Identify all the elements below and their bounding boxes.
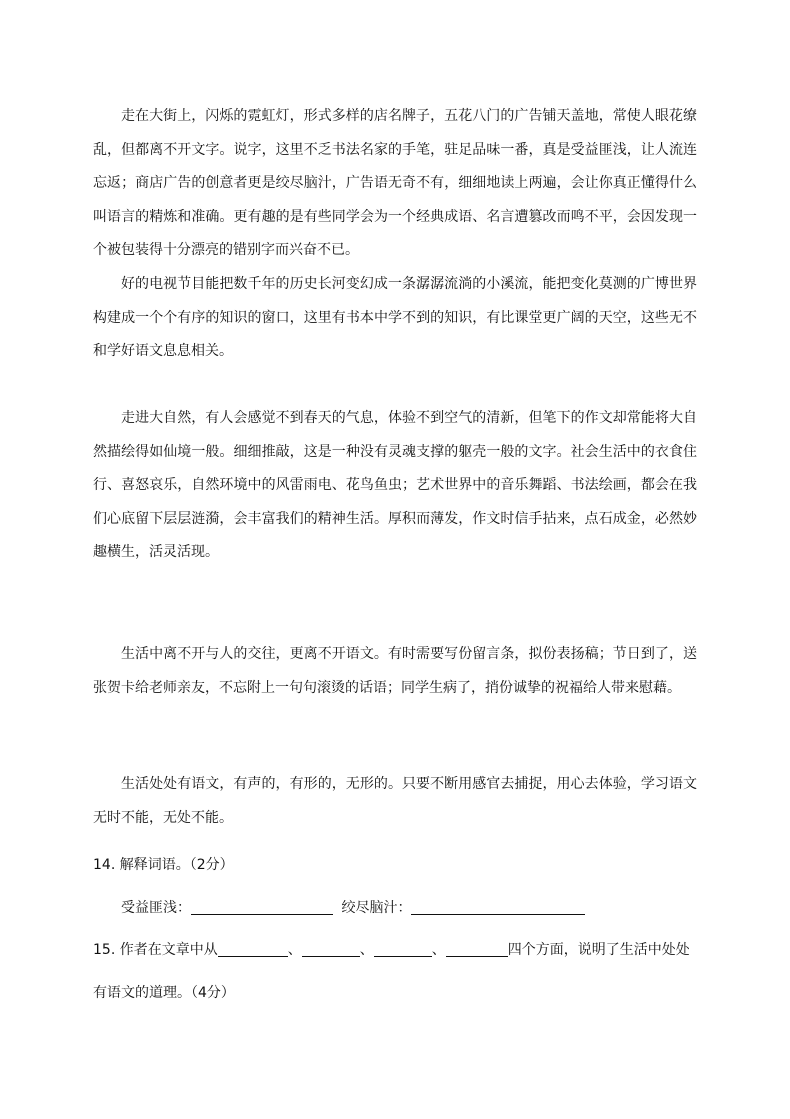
question-15-line-2: 有语文的道理。（4分）	[93, 985, 235, 1001]
question-15-blank-4[interactable]	[446, 940, 508, 957]
question-15-suffix: 四个方面，说明了生活中处处	[507, 942, 690, 958]
paragraph-4: 生活中离不开与人的交往，更离不开语文。有时需要写份留言条，拟份表扬稿；节日到了，送张贺卡给老师亲友，不忘附上一句句滚烫的话语；同学生病了，捎份诚挚的祝福给人带来慰藉。	[93, 646, 697, 696]
term-2-answer-blank[interactable]	[411, 898, 585, 915]
paragraph-2: 好的电视节目能把数千年的历史长河变幻成一条潺潺流淌的小溪流，能把变化莫测的广博世界构建成一个个有序的知识的窗口，这里有书本中学不到的知识，有比课堂更广阔的天空，这些无不和学好语文息息相关。	[93, 276, 697, 360]
separator: 、	[431, 942, 446, 958]
paragraph-1: 走在大街上，闪烁的霓虹灯，形式多样的店名牌子，五花八门的广告铺天盖地，常使人眼花缭乱，但都离不开文字。说字，这里不乏书法名家的手笔，驻足品味一番，真是受益匪浅，让人流连忘返；商店广告的创意者更是绞尽脑汁，广告语无奇不有，细细地读上两遍，会让你真正懂得什么叫语言的精炼和准确。更有趣的是有些同学会为一个经典成语、名言遭篡改而鸣不平，会因发现一个被包装得十分漂亮的错别字而兴奋不已。	[93, 108, 697, 259]
separator: 、	[359, 942, 374, 958]
question-15-prefix: 15. 作者在文章中从	[93, 942, 218, 958]
separator: 、	[287, 942, 302, 958]
question-14-title: 14. 解释词语。（2分）	[93, 857, 234, 873]
question-15-blank-3[interactable]	[374, 940, 432, 957]
question-15-line-1	[93, 938, 690, 962]
paragraph-3: 走进大自然，有人会感觉不到春天的气息，体验不到空气的清新，但笔下的作文却常能将大自然描绘得如仙境一般。细细推敲，这是一种没有灵魂支撑的躯壳一般的文字。社会生活中的衣食住行、喜怒哀乐，自然环境中的风雷雨电、花鸟鱼虫；艺术世界中的音乐舞蹈、书法绘画，都会在我们心底留下层层涟漪，会丰富我们的精神生活。厚积而薄发，作文时信手拈来，点石成金，必然妙趣横生，活灵活现。	[93, 410, 697, 561]
paragraph-5: 生活处处有语文，有声的，有形的，无形的。只要不断用感官去捕捉，用心去体验，学习语文无时不能，无处不能。	[93, 776, 697, 826]
term-1-answer-blank[interactable]	[191, 898, 333, 915]
question-14-terms	[121, 896, 585, 920]
term-2-label: 绞尽脑汁：	[341, 900, 412, 916]
question-15-blank-1[interactable]	[218, 940, 288, 957]
question-15-blank-2[interactable]	[302, 940, 360, 957]
term-1-label: 受益匪浅：	[121, 900, 191, 916]
